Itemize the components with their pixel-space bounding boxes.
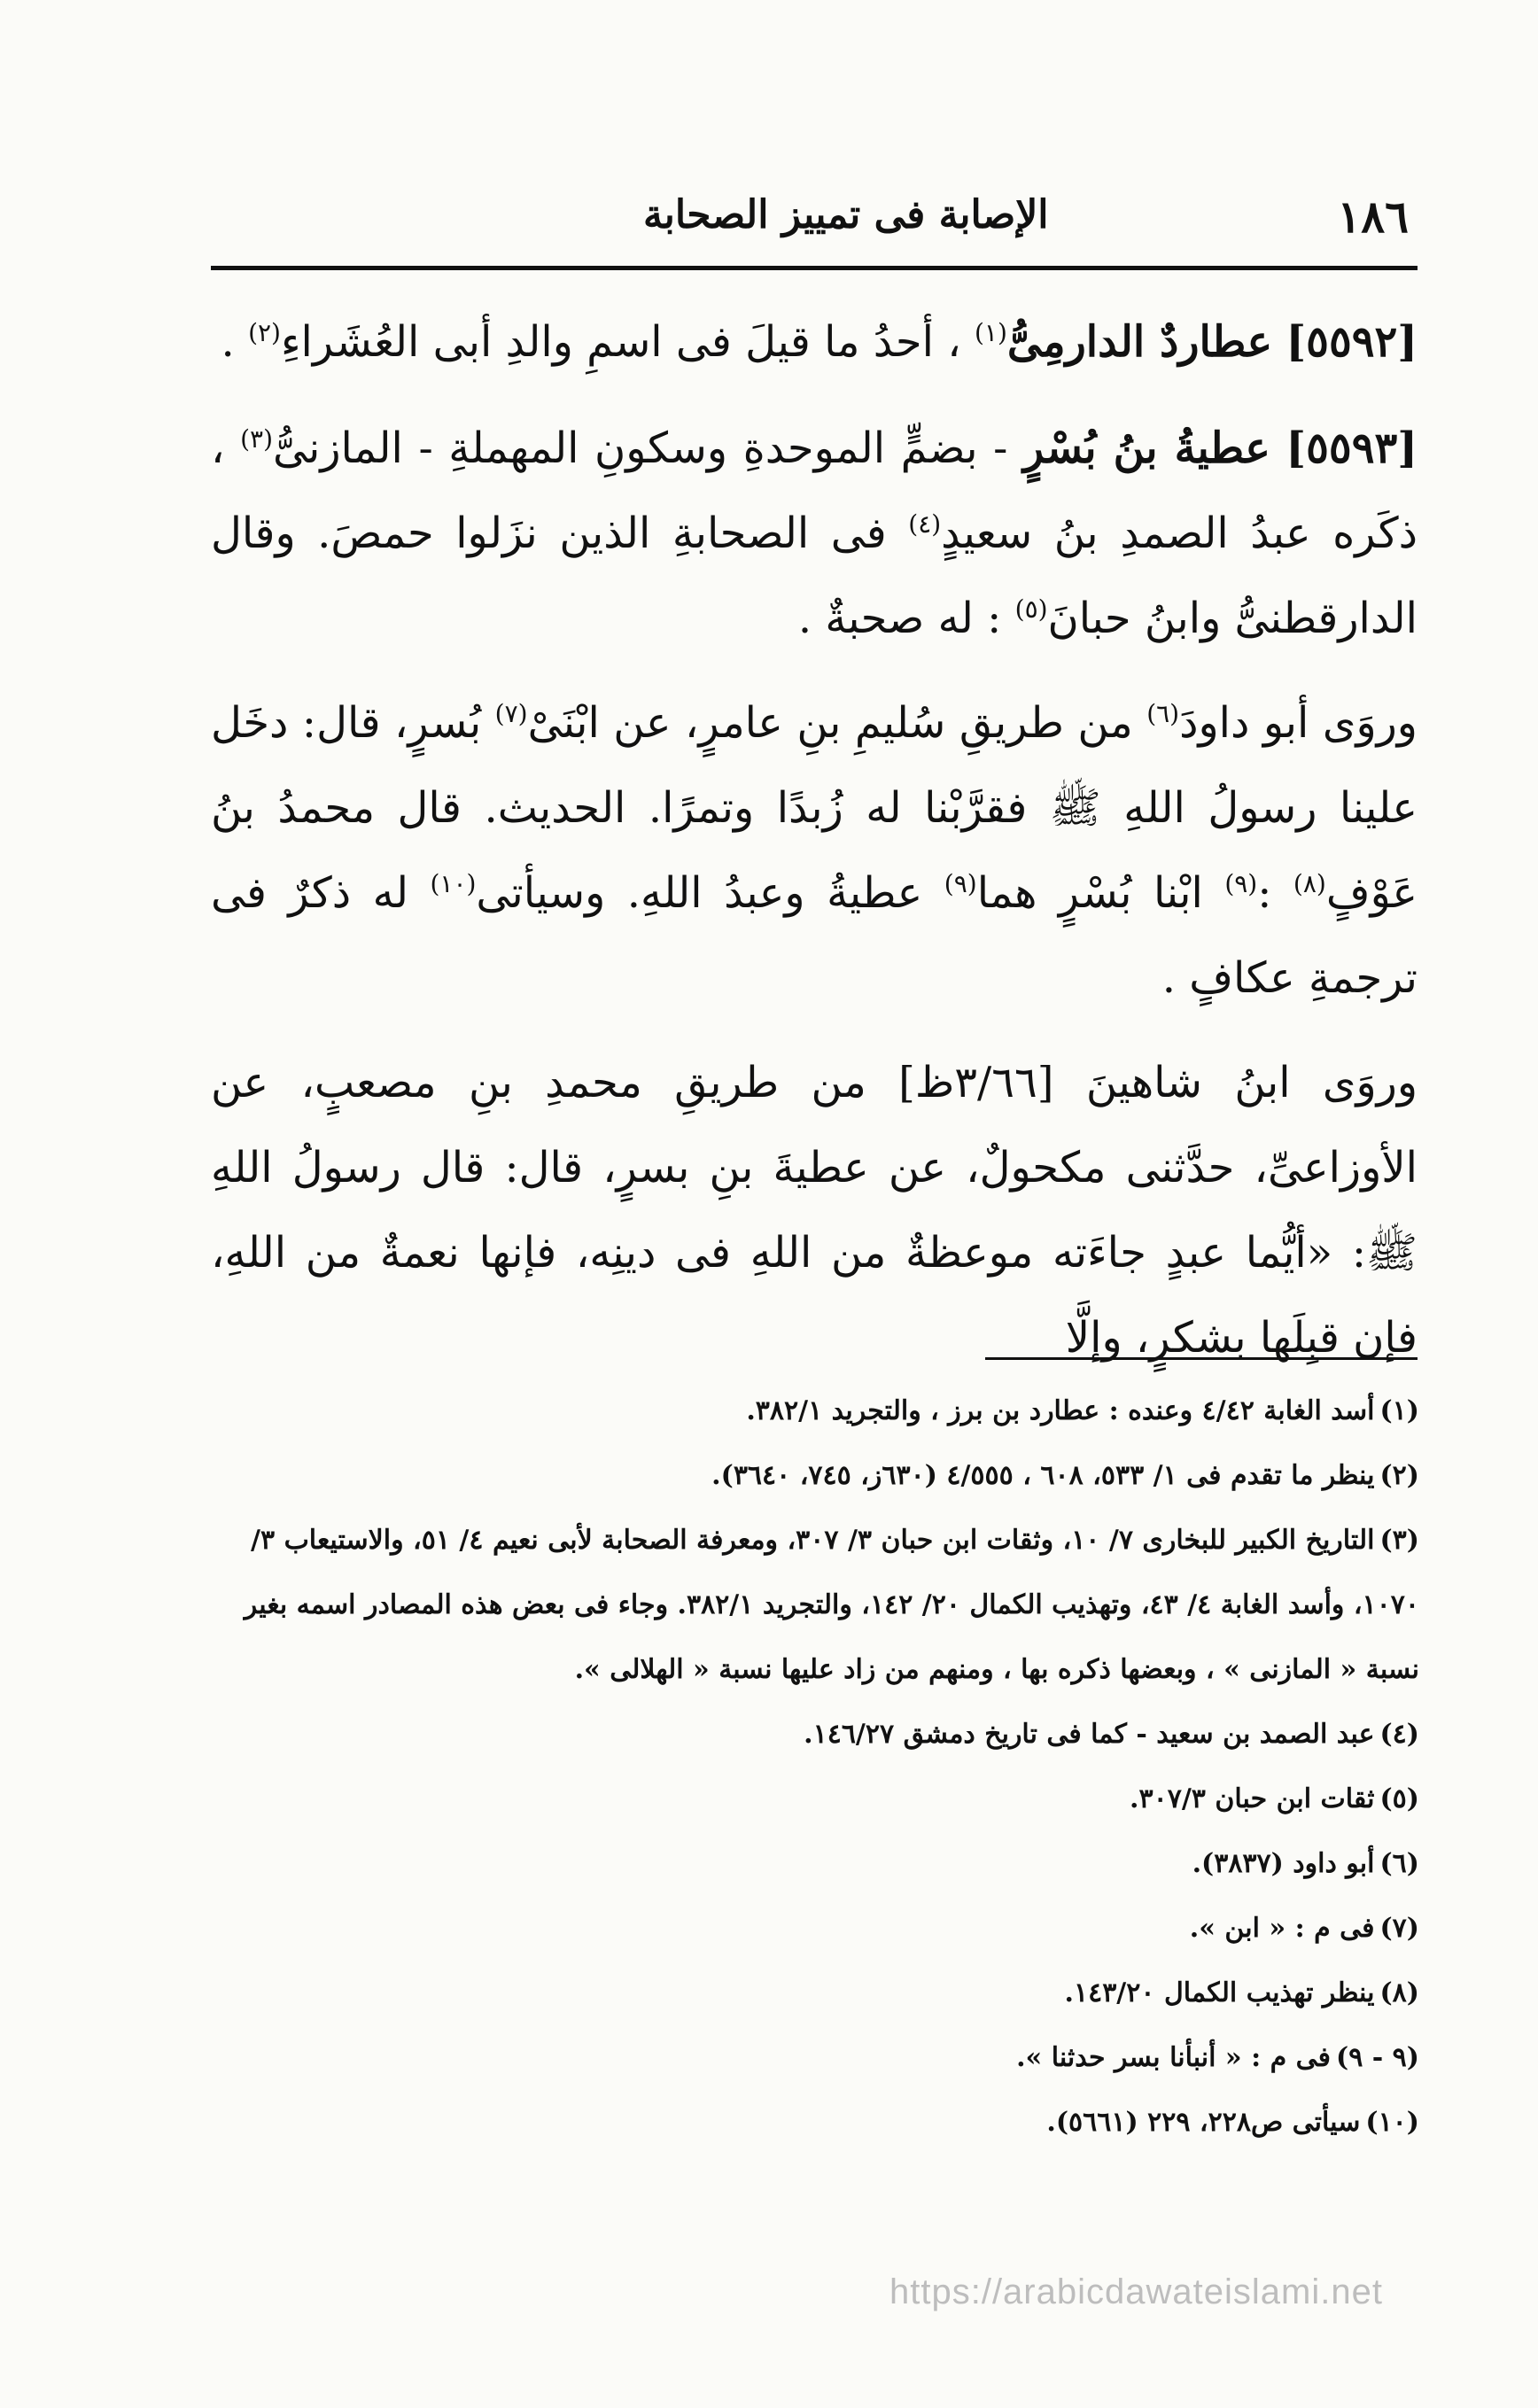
- footnotes: [206, 1379, 1419, 2155]
- paragraph-abu-dawud: [211, 680, 1418, 1021]
- footnote-number: (١): [1379, 1395, 1419, 1426]
- footnote-number: (٧): [1379, 1913, 1419, 1944]
- footnote-2: [206, 1443, 1419, 1508]
- running-title: الإصابة فى تمييز الصحابة: [643, 192, 1049, 237]
- header-rule: [211, 266, 1418, 270]
- footnote-6: [206, 1831, 1419, 1896]
- footnote-number: (٤): [1379, 1719, 1419, 1750]
- footnote-number: (٩ - ٩): [1336, 2042, 1419, 2073]
- footnote-text: ثقات ابن حبان ٣٠٧/٣.: [1130, 1783, 1375, 1814]
- footnote-number: (٨): [1379, 1977, 1419, 2008]
- footnote-text: سيأتى ص٢٢٨، ٢٢٩ (٥٦٦١).: [1046, 2107, 1361, 2138]
- footnote-5: [206, 1767, 1419, 1831]
- footnote-number: (١٠): [1365, 2107, 1419, 2138]
- footnote-text: التاريخ الكبير للبخارى ٧/ ١٠، وثقات ابن حبان ٣/ ٣٠٧، ومعرفة الصحابة لأبى نعيم ٤/ ٥١، والاستيعاب ٣/ ١٠٧٠، وأسد الغابة ٤/ ٤٣، وتهذيب الكمال ٢٠/ ١٤٢، والتجريد ٣٨٢/١. وجاء فى بعض هذه المصادر اسمه بغير نسبة « المازنى » ، وبعضها ذكره بها ، ومنهم من زاد عليها نسبة « الهلالى ».: [244, 1525, 1419, 1685]
- footnote-10: [206, 2090, 1419, 2155]
- footnote-7: [206, 1896, 1419, 1961]
- footnote-number: (٦): [1379, 1848, 1419, 1879]
- footnote-ref[interactable]: (١٠): [430, 869, 477, 898]
- footnote-4: [206, 1702, 1419, 1767]
- paragraph-text: ابْنا بُسْرٍ هما: [976, 868, 1203, 918]
- footnote-9: [206, 2025, 1419, 2090]
- footnote-8: [206, 1961, 1419, 2025]
- footnote-ref[interactable]: (٩): [1224, 869, 1258, 898]
- entry-5592: [211, 299, 1418, 385]
- paragraph-text: :: [1257, 868, 1272, 918]
- entry-text: - بضمٍّ الموحدةِ وسكونِ المهملةِ - المازنىُّ: [273, 423, 1008, 473]
- entry-5593: [211, 406, 1418, 661]
- entry-number: [٥٥٩٢]: [1286, 317, 1418, 367]
- paragraph-text: وروَى ابنُ شاهينَ [٣/٦٦ظ] من طريقِ محمدِ بنِ مصعبٍ، عن الأوزاعىِّ، حدَّثنى مكحولٌ، عن عطيةَ بنِ بسرٍ، قال: قال رسولُ اللهِ ﷺ: «أيُّما عبدٍ جاءَته موعظةٌ من اللهِ فى دينِه، فإنها نعمةٌ من اللهِ، فإن قبِلَها بشكرٍ، وإلَّا: [211, 1058, 1418, 1363]
- paragraph-text: بُسرٍ، قال: دخَل علينا رسولُ اللهِ ﷺ فقرَّبْنا له زُبدًا وتمرًا. الحديث. قال محمدُ بنُ عَوْفٍ: [211, 698, 1418, 918]
- paragraph-text: من طريقِ سُليمِ بنِ عامرٍ، عن ابْنَىْ: [527, 698, 1133, 748]
- footnote-text: ينظر تهذيب الكمال ١٤٣/٢٠.: [1064, 1977, 1375, 2008]
- footnote-ref[interactable]: (١): [974, 318, 1007, 347]
- footnote-ref[interactable]: (٢): [248, 318, 281, 347]
- entry-name: عطاردٌ الدارمِىُّ: [1006, 317, 1273, 367]
- entry-text: فى الصحابةِ الذين نزَلوا حمصَ. وقال الدارقطنىُّ وابنُ حبانَ: [211, 509, 1418, 643]
- entry-text: ، ذكَره عبدُ الصمدِ بنُ سعيدٍ: [211, 423, 1418, 558]
- footnote-number: (٢): [1379, 1460, 1419, 1491]
- page-header: [211, 190, 1416, 252]
- entry-number: [٥٥٩٣]: [1286, 423, 1418, 473]
- footnote-3: [206, 1508, 1419, 1702]
- paragraph-ibn-shahin: [211, 1040, 1418, 1380]
- footnote-1: [206, 1379, 1419, 1443]
- footnote-ref[interactable]: (٨): [1293, 869, 1326, 898]
- footnote-text: فى م : « أنبأنا بسر حدثنا ».: [1016, 2042, 1331, 2073]
- page-number: ١٨٦: [1337, 190, 1409, 243]
- footnote-ref[interactable]: (٧): [494, 699, 528, 728]
- footnote-number: (٥): [1379, 1783, 1419, 1814]
- watermark-url: https://arabicdawateislami.net: [889, 2272, 1383, 2311]
- footnote-number: (٣): [1379, 1525, 1419, 1556]
- paragraph-text: له ذكرٌ فى ترجمةِ عكافٍ .: [211, 868, 1418, 1003]
- entry-text: ، أحدُ ما قيلَ فى اسمِ والدِ أبى العُشَراءِ: [280, 317, 961, 367]
- footnote-ref[interactable]: (٣): [240, 424, 273, 454]
- footnote-ref[interactable]: (٩): [944, 869, 977, 898]
- footnote-ref[interactable]: (٦): [1146, 699, 1180, 728]
- entry-name: عطيةُ بنُ بُسْرٍ: [1022, 423, 1270, 473]
- footnote-text: عبد الصمد بن سعيد - كما فى تاريخ دمشق ١٤٦/٢٧.: [804, 1719, 1375, 1750]
- paragraph-text: عطيةُ وعبدُ اللهِ. وسيأتى: [476, 868, 923, 918]
- footnote-text: أسد الغابة ٤/٤٢ وعنده : عطارد بن برز ، والتجريد ٣٨٢/١.: [746, 1395, 1375, 1426]
- footnote-ref[interactable]: (٥): [1014, 594, 1048, 624]
- footnote-text: أبو داود (٣٨٣٧).: [1192, 1848, 1375, 1879]
- entry-text: .: [221, 317, 235, 367]
- footnote-ref[interactable]: (٤): [908, 509, 942, 539]
- entry-text: : له صحبةٌ .: [797, 594, 1002, 643]
- main-text: [211, 299, 1418, 1400]
- footnote-text: ينظر ما تقدم فى ١/ ٥٣٣، ٦٠٨ ، ٤/٥٥٥ (٦٣٠ز، ٧٤٥، ٣٦٤٠).: [711, 1460, 1375, 1491]
- paragraph-text: وروَى أبو داودَ: [1179, 698, 1418, 748]
- footnote-rule: [985, 1357, 1418, 1360]
- footnote-text: فى م : « ابن ».: [1189, 1913, 1375, 1944]
